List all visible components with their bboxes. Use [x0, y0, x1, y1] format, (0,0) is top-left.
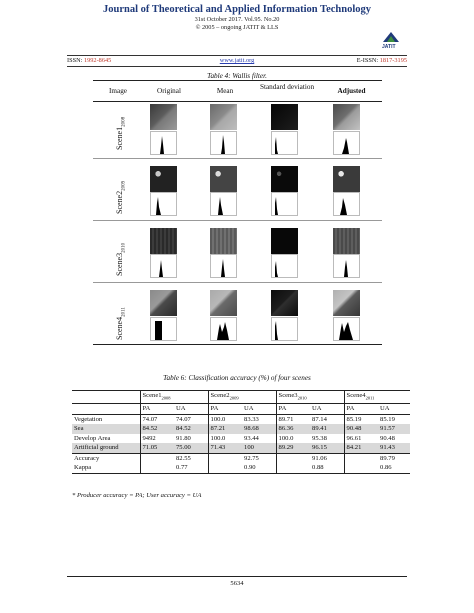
scene4-original-histogram [150, 317, 177, 341]
ua-header: UA [310, 403, 344, 414]
table-row-sea [72, 424, 410, 434]
scene3-stddev-histogram [271, 254, 298, 278]
page-header [0, 4, 474, 32]
issue-line: 31st October 2017. Vol.95. No.20 [194, 16, 280, 23]
scene2-original-image [150, 166, 177, 192]
table-cell: 85.19 [344, 414, 378, 424]
scene3-original-image [150, 228, 177, 254]
scene4-adjusted-histogram [333, 317, 360, 341]
scene2-stddev-histogram [271, 192, 298, 216]
table-cell: 100.0 [208, 434, 242, 444]
ua-header: UA [378, 403, 410, 414]
scene3-mean-image [210, 228, 237, 254]
scene-year: 2011 [365, 395, 375, 401]
logo-text: JATIT [382, 44, 396, 50]
scene4-stddev-image [271, 290, 298, 316]
table4-top-rule [93, 80, 382, 81]
table-cell: 0.90 [242, 463, 276, 473]
table-row-artificial-ground [72, 443, 410, 453]
scene4-original-image [150, 290, 177, 316]
scene-label-1 [115, 117, 127, 150]
copyright-line: © 2005 – ongoing JATIT & LLS [195, 24, 279, 31]
pa-header: PA [208, 403, 242, 414]
scene3-stddev-image [271, 228, 298, 254]
table-cell: 84.52 [140, 424, 174, 434]
row-label: Vegetation [72, 414, 140, 424]
table-row-develop-area [72, 434, 410, 444]
table-cell: 100.0 [208, 414, 242, 424]
empty-cell [276, 453, 310, 463]
scene-label-4 [115, 307, 127, 340]
journal-title: Journal of Theoretical and Applied Information Technology [103, 4, 371, 15]
table-cell: 84.52 [174, 424, 208, 434]
table-cell: 100 [242, 443, 276, 453]
table6-caption: Table 6: Classification accuracy (%) of four scenes [163, 374, 311, 382]
scene-header-4 [344, 391, 410, 404]
table-row-vegetation [72, 414, 410, 424]
accuracy-table [72, 390, 410, 474]
table4-bottom-rule [93, 344, 382, 345]
issn-row [67, 57, 407, 66]
table-cell: 89.79 [378, 453, 410, 463]
table-cell: 96.15 [310, 443, 344, 453]
row-divider [93, 282, 382, 283]
empty-cell [344, 453, 378, 463]
row-label: Kappa [72, 463, 140, 473]
scene-header-2 [208, 391, 276, 404]
table-cell: 71.05 [140, 443, 174, 453]
col-mean: Mean [216, 87, 234, 95]
table-cell: 84.21 [344, 443, 378, 453]
page-number: 5634 [230, 580, 244, 587]
scene1-original-image [150, 104, 177, 130]
table-cell: 75.00 [174, 443, 208, 453]
scene-label-3 [115, 243, 127, 276]
scene4-stddev-histogram [271, 317, 298, 341]
table-cell: 89.41 [310, 424, 344, 434]
scene-header-row [72, 391, 410, 404]
table-cell: 85.19 [378, 414, 410, 424]
table-cell: 83.33 [242, 414, 276, 424]
scene2-mean-image [210, 166, 237, 192]
scene-year: 2011 [121, 307, 127, 317]
scene2-original-histogram [150, 192, 177, 216]
table-row-kappa [72, 463, 410, 473]
table-cell: 96.61 [344, 434, 378, 444]
scene1-adjusted-image [333, 104, 360, 130]
eissn-value: 1817-3195 [379, 57, 407, 64]
scene-name: Scene3 [115, 252, 124, 276]
table4-header-rule [93, 101, 382, 102]
empty-cell [72, 403, 140, 414]
table-cell: 71.43 [208, 443, 242, 453]
table-cell: 90.48 [380, 434, 395, 442]
col-original: Original [157, 87, 181, 95]
scene1-stddev-image [271, 104, 298, 130]
scene1-mean-image [210, 104, 237, 130]
table-cell: 86.36 [276, 424, 310, 434]
row-divider [93, 220, 382, 221]
table6-footnote: * Producer accuracy = PA; User accuracy = UA [72, 492, 202, 499]
table-cell: 92.75 [242, 453, 276, 463]
empty-cell [140, 463, 174, 473]
col-stddev: Standard deviation [259, 83, 315, 91]
table6 [72, 390, 410, 474]
pa-header: PA [344, 403, 378, 414]
header-rule-top [67, 55, 407, 56]
scene-year: 2010 [297, 395, 307, 401]
col-image: Image [109, 87, 127, 95]
row-label: Artificial ground [72, 443, 140, 453]
table-cell: 87.14 [310, 414, 344, 424]
footer-rule [67, 576, 407, 577]
ua-header: UA [242, 403, 276, 414]
scene-name: Scene1 [115, 126, 124, 150]
row-divider [93, 158, 382, 159]
table-cell: 74.07 [140, 414, 174, 424]
table-cell: 100.0 [276, 434, 310, 444]
empty-cell [344, 463, 378, 473]
eissn [357, 57, 407, 64]
row-label: Accuracy [72, 453, 140, 463]
table-cell: 91.80 [176, 434, 191, 442]
table-cell: 90.48 [344, 424, 378, 434]
table4 [93, 80, 382, 356]
scene1-adjusted-histogram [333, 131, 360, 155]
table-cell: 74.07 [174, 414, 208, 424]
scene1-stddev-histogram [271, 131, 298, 155]
issn-label: ISSN: [67, 57, 83, 64]
empty-cell [140, 453, 174, 463]
table-cell: 91.43 [378, 443, 410, 453]
scene2-stddev-image [271, 166, 298, 192]
scene-year: 2009 [121, 180, 127, 191]
scene-header-1 [140, 391, 208, 404]
table-cell: 89.71 [276, 414, 310, 424]
scene3-adjusted-histogram [333, 254, 360, 278]
empty-cell [276, 463, 310, 473]
table-cell: 95.38 [312, 434, 327, 442]
scene-name: Scene2 [115, 190, 124, 214]
table-cell: 82.55 [174, 453, 208, 463]
website-link[interactable]: www.jatit.org [219, 57, 255, 64]
scene-name: Scene1 [142, 392, 162, 399]
scene-name: Scene4 [115, 316, 124, 340]
scene4-mean-histogram [210, 317, 237, 341]
table-cell: 0.86 [378, 463, 410, 473]
table-cell: 0.88 [310, 463, 344, 473]
scene-label-2 [115, 181, 127, 214]
scene-name: Scene4 [346, 392, 366, 399]
scene-year: 2008 [121, 116, 127, 127]
issn-value: 1992-8645 [83, 57, 112, 64]
scene1-mean-histogram [210, 131, 237, 155]
pa-header: PA [140, 403, 174, 414]
scene-year: 2009 [229, 395, 239, 401]
scene1-original-histogram [150, 131, 177, 155]
pa-header: PA [276, 403, 310, 414]
scene-header-3 [276, 391, 344, 404]
empty-cell [208, 463, 242, 473]
pa-ua-header-row [72, 403, 410, 414]
table4-caption: Table 4: Wallis filter. [207, 72, 267, 80]
scene-year: 2008 [161, 395, 171, 401]
row-label: Sea [72, 424, 140, 434]
table-cell: 91.06 [310, 453, 344, 463]
table-cell: 0.77 [174, 463, 208, 473]
table-cell: 87.21 [208, 424, 242, 434]
scene2-adjusted-image [333, 166, 360, 192]
jatit-logo-icon [381, 30, 401, 44]
table-cell: 89.29 [276, 443, 310, 453]
ua-header: UA [174, 403, 208, 414]
scene-name: Scene2 [210, 392, 230, 399]
scene-year: 2010 [121, 242, 127, 253]
table-row-accuracy [72, 453, 410, 463]
scene2-mean-histogram [210, 192, 237, 216]
table-cell: 98.68 [242, 424, 276, 434]
col-adjusted: Adjusted [337, 87, 366, 95]
scene4-mean-image [210, 290, 237, 316]
scene-name: Scene3 [278, 392, 298, 399]
scene2-adjusted-histogram [333, 192, 360, 216]
table-cell: 9492 [140, 434, 174, 444]
scene3-mean-histogram [210, 254, 237, 278]
scene3-adjusted-image [333, 228, 360, 254]
scene3-original-histogram [150, 254, 177, 278]
table-cell: 91.57 [378, 424, 410, 434]
empty-cell [208, 453, 242, 463]
eissn-label: E-ISSN: [356, 57, 379, 64]
empty-cell [72, 391, 140, 404]
header-rule-bottom [67, 66, 407, 67]
scene4-adjusted-image [333, 290, 360, 316]
row-label: Develop Area [74, 434, 111, 442]
table-cell: 93.44 [244, 434, 259, 442]
